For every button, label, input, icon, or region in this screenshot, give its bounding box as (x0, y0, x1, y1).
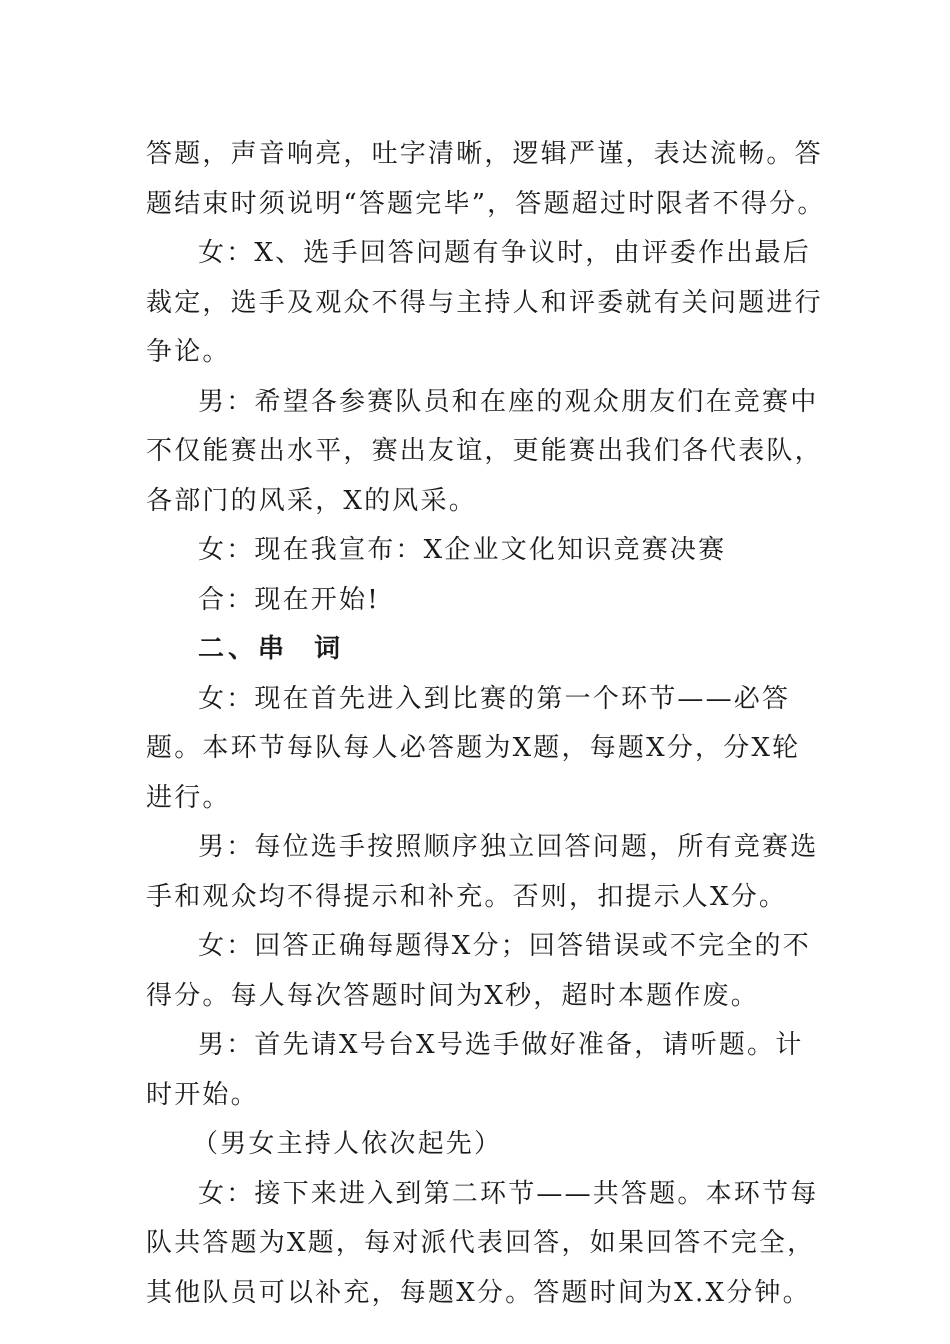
paragraph-female-announcement: 女：现在我宣布：X企业文化知识竞赛决赛 (198, 535, 727, 565)
section-heading-transitions: 二、串 词 (198, 634, 345, 664)
paragraph-male-independent-answer: 男：每位选手按照顺序独立回答问题，所有竞赛选手和观众均不得提示和补充。否则，扣提示人X分。 (146, 832, 819, 912)
paragraph-female-scoring: 女：回答正确每题得X分；回答错误或不完全的不得分。每人每次答题时间为X秒，超时本题作废。 (146, 931, 811, 1011)
paragraph-stage-direction: （男女主持人依次起先） (192, 1129, 503, 1159)
paragraph-male-first-contestant: 男：首先请X号台X号选手做好准备，请听题。计时开始。 (146, 1030, 804, 1110)
paragraph-female-round-one: 女：现在首先进入到比赛的第一个环节——必答题。本环节每队每人必答题为X题，每题X分，分X轮进行。 (146, 683, 801, 813)
paragraph-female-round-two: 女：接下来进入到第二环节——共答题。本环节每队共答题为X题，每对派代表回答，如果回答不完全，其他队员可以补充，每题X分。答题时间为X.X分钟。 (146, 1178, 819, 1308)
paragraph-together-start: 合：现在开始! (198, 584, 380, 615)
paragraph-continued-answer-rules: 答题，声音响亮，吐字清晰，逻辑严谨，表达流畅。答题结束时须说明“答题完毕”，答题超过时限者不得分。 (146, 139, 826, 219)
paragraph-male-wishes: 男：希望各参赛队员和在座的观众朋友们在竞赛中不仅能赛出水平，赛出友谊，更能赛出我们各代表队，各部门的风采，X的风采。 (146, 386, 823, 516)
paragraph-female-dispute-ruling: 女：X、选手回答问题有争议时，由评委作出最后裁定，选手及观众不得与主持人和评委就有关问题进行争论。 (146, 238, 823, 367)
document-body (146, 130, 826, 1318)
